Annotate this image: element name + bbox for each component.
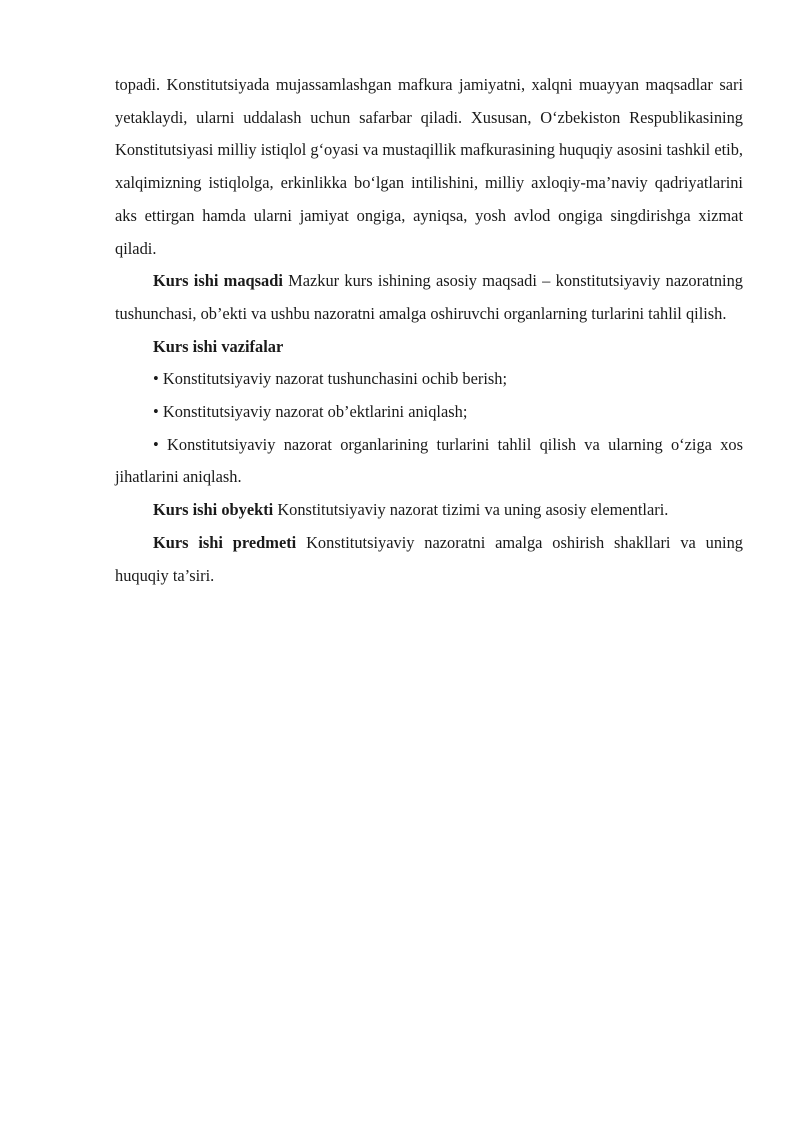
intro-paragraph: topadi. Konstitutsiyada mujassamlashgan mafkura jamiyatni, xalqni muayyan maqsadlar sari yetaklaydi, ularni uddalash uchun safarbar qiladi. Xususan, O‘zbekiston Respublikasining Konstitutsiyasi milliy istiqlol g‘oyasi va mustaqillik mafkurasining huquqiy asosini tashkil etib, xalqimizning istiqlolga, erkinlikka bo‘lgan intilishini, milliy axloqiy-ma’naviy qadriyatlarini aks ettirgan hamda ularni jamiyat ongiga, ayniqsa, yosh avlod ongiga singdirishga xizmat qiladi. [115,75,743,258]
task-item-text: Konstitutsiyaviy nazorat tushunchasini ochib berish; [162,369,508,389]
subject-text: Konstitutsiyaviy nazoratni amalga oshirish shakllari va uning huquqiy ta’siri. [115,532,743,585]
task-item-text: Konstitutsiyaviy nazorat organlarining turlarini tahlil qilish va ularning o‘ziga xos jihatlarini aniqlash. [115,434,743,487]
object-label: Kurs ishi obyekti [153,500,274,520]
task-item-text: Konstitutsiyaviy nazorat ob’ektlarini aniqlash; [162,402,468,422]
bullet-icon: • [153,402,159,422]
task-item [115,396,743,429]
aim-text: Mazkur kurs ishining asosiy maqsadi – konstitutsiyaviy nazoratning tushunchasi, ob’ekti va ushbu nazoratni amalga oshiruvchi organlarning turlarini tahlil qilish. [115,271,744,323]
bullet-icon: • [153,434,159,454]
bullet-icon: • [153,369,159,389]
aim-paragraph [115,265,743,330]
subject-label: Kurs ishi predmeti [153,532,297,552]
task-item [115,363,743,396]
object-text: Konstitutsiyaviy nazorat tizimi va uning asosiy elementlari. [273,500,669,520]
task-item [115,429,743,494]
document-page [115,69,743,592]
subject-paragraph [115,527,743,592]
object-paragraph [115,494,743,527]
tasks-label: Kurs ishi vazifalar [153,336,284,356]
tasks-heading [115,331,743,364]
aim-label: Kurs ishi maqsadi [153,271,283,291]
